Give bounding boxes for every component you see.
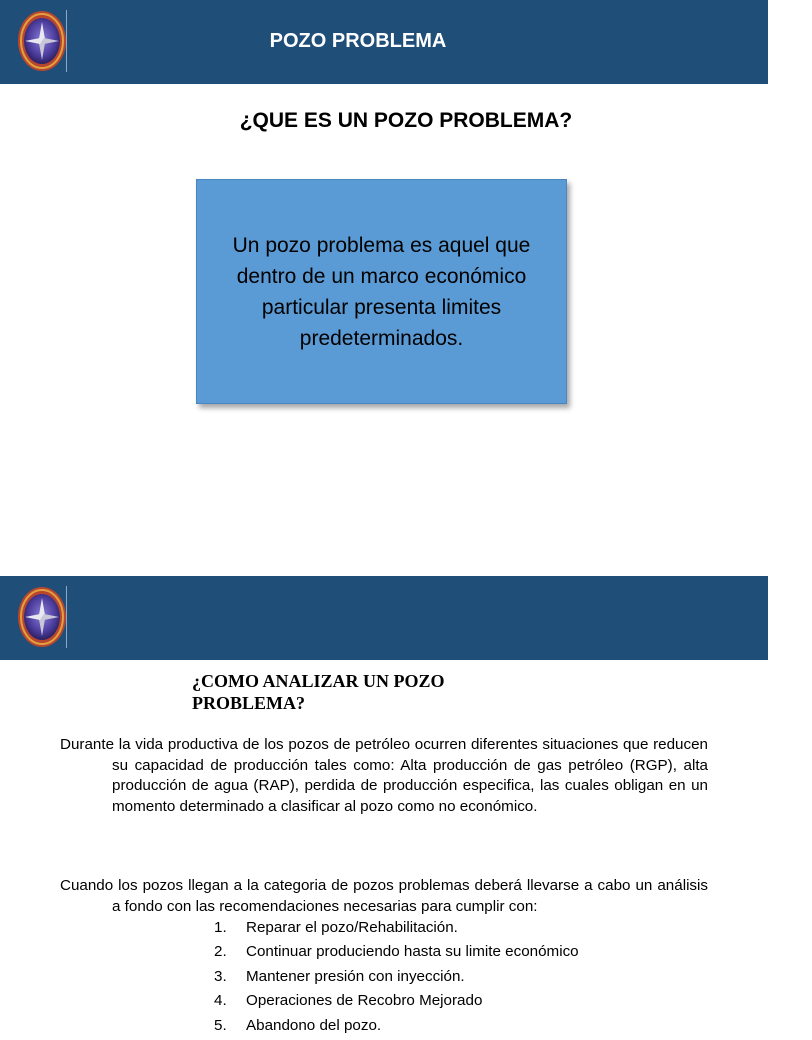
compass-rose-emblem-icon	[17, 586, 67, 648]
slide2-header-banner	[0, 576, 768, 660]
list-item-text: Continuar produciendo hasta su limite económico	[246, 943, 579, 961]
production-situations-paragraph: Durante la vida productiva de los pozos de petróleo ocurren diferentes situaciones que reducen su capacidad de producción tales como: Alta producción de gas petróleo (RGP), alta producción de agua (RAP), perdida de producción especifica, las cuales obligan en un momento determinado a clasificar al pozo como no económico.	[60, 736, 708, 816]
list-item	[214, 1016, 714, 1040]
list-item	[214, 918, 714, 942]
list-item-number: 1.	[214, 919, 227, 936]
list-item-number: 5.	[214, 1016, 227, 1034]
slide1-title: POZO PROBLEMA	[269, 30, 447, 52]
list-item-number: 3.	[214, 967, 227, 985]
logo-divider	[66, 586, 67, 648]
slide1-header-banner	[0, 0, 768, 84]
list-item	[214, 942, 714, 966]
list-item-number: 4.	[214, 992, 227, 1010]
definition-text: Un pozo problema es aquel que dentro de un marco económico particular presenta limites predeterminados.	[232, 233, 531, 350]
how-to-analyze-heading: ¿COMO ANALIZAR UN POZO PROBLEMA?	[192, 671, 445, 713]
list-item-text: Operaciones de Recobro Mejorado	[246, 992, 483, 1010]
list-item-text: Mantener presión con inyección.	[246, 967, 465, 985]
list-item-text: Abandono del pozo.	[246, 1016, 382, 1034]
list-item	[214, 967, 714, 991]
list-item-text: Reparar el pozo/Rehabilitación.	[246, 919, 458, 936]
analysis-paragraph: Cuando los pozos llegan a la categoria de pozos problemas deberá llevarse a cabo un análisis a fondo con las recomendaciones necesarias para cumplir con:	[60, 877, 708, 915]
list-item-number: 2.	[214, 943, 227, 961]
list-item	[214, 991, 714, 1015]
definition-box	[196, 179, 567, 404]
what-is-question-heading: ¿QUE ES UN POZO PROBLEMA?	[239, 109, 573, 132]
recommendation-list	[214, 918, 714, 1040]
